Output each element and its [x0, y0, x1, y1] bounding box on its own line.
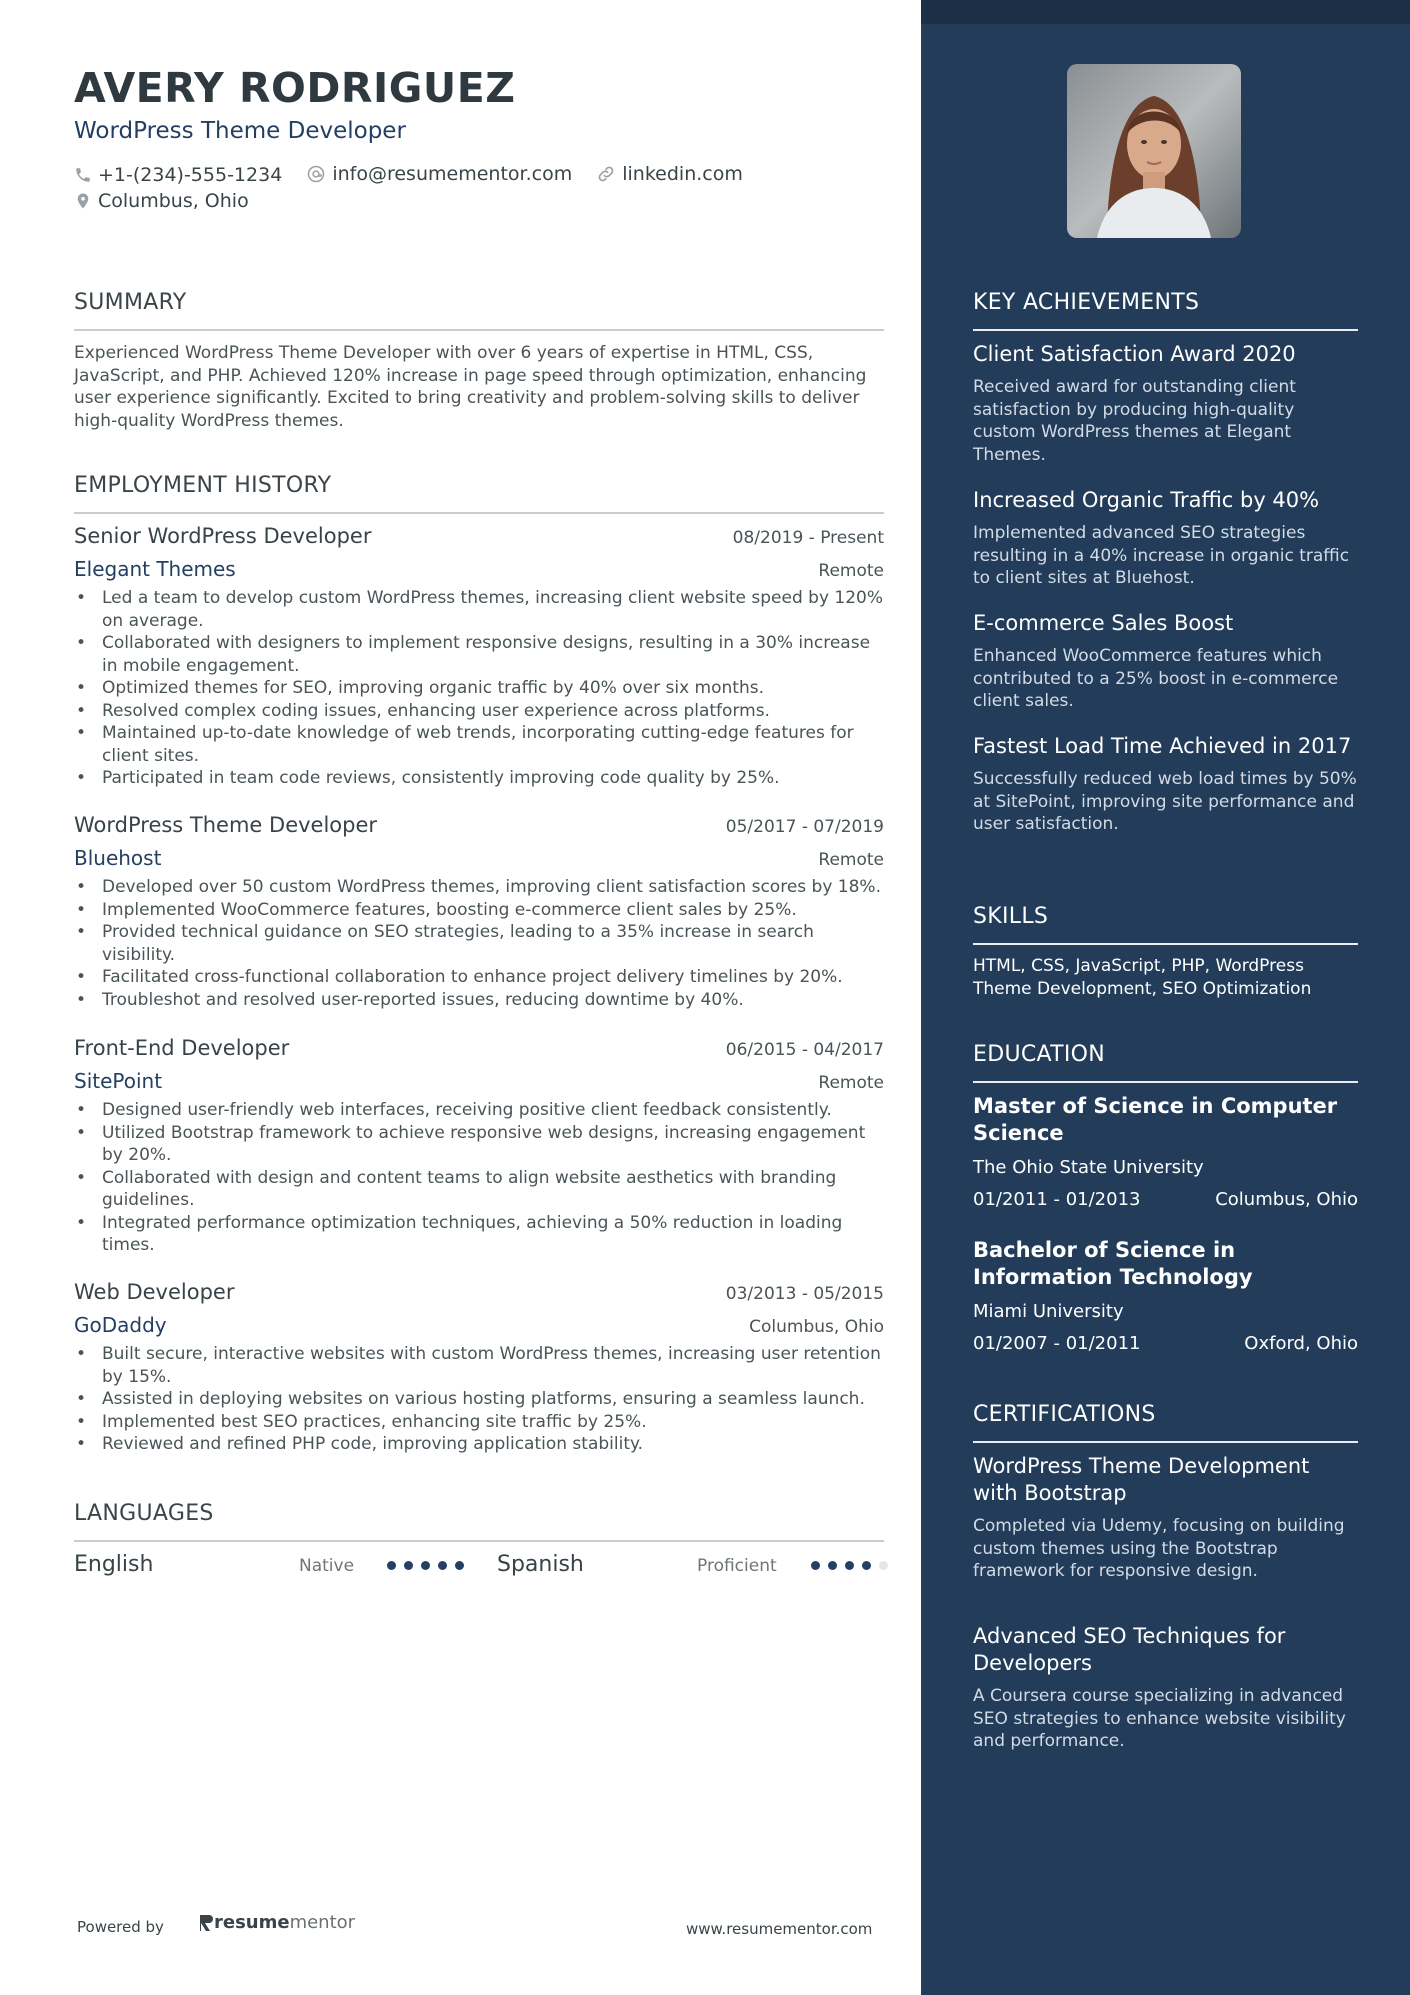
sidebar-column	[921, 0, 1410, 1995]
job-bullet: • Utilized Bootstrap framework to achieve responsive web designs, increasing engagement by 20%.	[74, 1122, 884, 1167]
job-dates: 08/2019 - Present	[732, 528, 884, 548]
job-bullet: • Designed user-friendly web interfaces, receiving positive client feedback consistently.	[74, 1099, 884, 1122]
job-company: GoDaddy	[74, 1313, 167, 1337]
language-level: Native	[299, 1556, 355, 1576]
job-bullet: • Collaborated with designers to implement responsive designs, resulting in a 30% increase in mobile engagement.	[74, 632, 884, 677]
achievement-title: Client Satisfaction Award 2020	[973, 342, 1296, 366]
job-title: WordPress Theme Developer	[74, 813, 378, 837]
rating-dot	[862, 1561, 871, 1570]
achievements-heading: KEY ACHIEVEMENTS	[973, 290, 1200, 315]
phone-icon	[74, 166, 92, 184]
skills-divider	[973, 943, 1358, 945]
job-bullet: • Implemented WooCommerce features, boosting e-commerce client sales by 25%.	[74, 899, 884, 922]
logo-text-bold: resume	[214, 1912, 290, 1933]
achievements-divider	[973, 329, 1358, 331]
job-bullet: • Developed over 50 custom WordPress themes, improving client satisfaction scores by 18%.	[74, 876, 884, 899]
location-text: Columbus, Ohio	[98, 190, 249, 212]
skills-heading: SKILLS	[973, 904, 1049, 929]
job-location: Remote	[818, 1073, 884, 1093]
education-location: Columbus, Ohio	[1215, 1189, 1358, 1210]
languages-heading: LANGUAGES	[74, 1501, 214, 1526]
job-bullets	[74, 1343, 884, 1456]
education-location: Oxford, Ohio	[1244, 1333, 1358, 1354]
job-bullet: • Reviewed and refined PHP code, improving application stability.	[74, 1433, 884, 1456]
job-location: Remote	[818, 561, 884, 581]
contact-line	[74, 160, 894, 189]
certification-title: Advanced SEO Techniques for Developers	[973, 1624, 1286, 1675]
footer-url[interactable]: www.resumementor.com	[686, 1920, 873, 1938]
rating-dot	[421, 1561, 430, 1570]
job-bullet: • Integrated performance optimization techniques, achieving a 50% reduction in loading times.	[74, 1212, 884, 1257]
contact-phone[interactable]	[74, 161, 282, 189]
achievement-item	[973, 733, 1358, 836]
education-item	[973, 1237, 1358, 1354]
job-bullet: • Facilitated cross-functional collaboration to enhance project delivery timelines by 20%.	[74, 966, 884, 989]
summary-heading: SUMMARY	[74, 290, 187, 315]
education-degree: Master of Science in Computer Science	[973, 1094, 1338, 1145]
achievement-item	[973, 341, 1358, 466]
certifications-divider	[973, 1441, 1358, 1443]
rating-dot	[845, 1561, 854, 1570]
education-heading: EDUCATION	[973, 1042, 1106, 1067]
achievement-title: Increased Organic Traffic by 40%	[973, 488, 1320, 512]
logo-text-light: mentor	[289, 1912, 356, 1933]
profile-photo	[1067, 64, 1241, 238]
language-rating	[811, 1561, 896, 1570]
job-title: Web Developer	[74, 1280, 235, 1304]
language-name: English	[74, 1552, 154, 1577]
job-bullet: • Assisted in deploying websites on various hosting platforms, ensuring a seamless launch.	[74, 1388, 884, 1411]
achievement-item	[973, 610, 1358, 713]
summary-divider	[74, 329, 884, 331]
achievement-item	[973, 487, 1358, 590]
skills-text: HTML, CSS, JavaScript, PHP, WordPress Theme Development, SEO Optimization	[973, 956, 1312, 999]
achievement-text: Implemented advanced SEO strategies resulting in a 40% increase in organic traffic to client sites at Bluehost.	[973, 523, 1350, 588]
certification-title: WordPress Theme Development with Bootstrap	[973, 1454, 1310, 1505]
job-bullets	[74, 587, 884, 790]
language-level: Proficient	[697, 1556, 777, 1576]
languages-row	[74, 1552, 884, 1582]
education-divider	[973, 1081, 1358, 1083]
job-location: Remote	[818, 850, 884, 870]
link-icon	[596, 164, 616, 184]
achievement-text: Enhanced WooCommerce features which contributed to a 25% boost in e-commerce client sales.	[973, 646, 1339, 711]
achievement-text: Successfully reduced web load times by 50% at SitePoint, improving site performance and user satisfaction.	[973, 769, 1357, 834]
job-title: Front-End Developer	[74, 1036, 290, 1060]
portrait-image	[1067, 64, 1241, 238]
employment-heading: EMPLOYMENT HISTORY	[74, 473, 332, 498]
rating-dot	[387, 1561, 396, 1570]
education-school: The Ohio State University	[973, 1157, 1204, 1178]
job-title: Senior WordPress Developer	[74, 524, 372, 548]
certifications-heading: CERTIFICATIONS	[973, 1402, 1156, 1427]
rating-dot	[455, 1561, 464, 1570]
job-bullets	[74, 876, 884, 1011]
resumementor-logo[interactable]	[198, 1912, 355, 1933]
job-dates: 05/2017 - 07/2019	[725, 817, 884, 837]
job-bullet: • Participated in team code reviews, consistently improving code quality by 25%.	[74, 767, 884, 790]
job-dates: 06/2015 - 04/2017	[725, 1040, 884, 1060]
achievement-title: E-commerce Sales Boost	[973, 611, 1234, 635]
summary-text: Experienced WordPress Theme Developer with over 6 years of expertise in HTML, CSS, JavaScript, and PHP. Achieved 120% increase in page speed through optimization, enhancing user experience significantly. Excited to bring creativity and problem-solving skills to deliver high-quality WordPress themes.	[74, 343, 867, 431]
certification-item	[973, 1453, 1358, 1583]
job-bullet: • Maintained up-to-date knowledge of web trends, incorporating cutting-edge features for client sites.	[74, 722, 884, 767]
certification-text: Completed via Udemy, focusing on building custom themes using the Bootstrap framework for responsive design.	[973, 1516, 1345, 1581]
contact-location	[74, 187, 249, 215]
job-bullet: • Implemented best SEO practices, enhancing site traffic by 25%.	[74, 1411, 884, 1434]
logo-mark-icon	[198, 1913, 214, 1933]
job-bullet: • Optimized themes for SEO, improving organic traffic by 40% over six months.	[74, 677, 884, 700]
rating-dot	[879, 1561, 888, 1570]
candidate-role: WordPress Theme Developer	[74, 118, 406, 144]
education-degree: Bachelor of Science in Information Technology	[973, 1238, 1253, 1289]
job-entry	[74, 813, 884, 1011]
job-location: Columbus, Ohio	[749, 1317, 884, 1337]
language-name: Spanish	[497, 1552, 584, 1577]
education-dates: 01/2011 - 01/2013	[973, 1189, 1141, 1210]
job-company: Bluehost	[74, 846, 162, 870]
language-rating	[387, 1561, 472, 1570]
job-bullet: • Built secure, interactive websites with custom WordPress themes, increasing user retention by 15%.	[74, 1343, 884, 1388]
rating-dot	[404, 1561, 413, 1570]
rating-dot	[811, 1561, 820, 1570]
education-item	[973, 1093, 1358, 1210]
education-dates: 01/2007 - 01/2011	[973, 1333, 1141, 1354]
job-entry	[74, 524, 884, 790]
job-bullet: • Collaborated with design and content teams to align website aesthetics with branding guidelines.	[74, 1167, 884, 1212]
achievement-title: Fastest Load Time Achieved in 2017	[973, 734, 1352, 758]
job-bullet: • Resolved complex coding issues, enhancing user experience across platforms.	[74, 700, 884, 723]
job-entry	[74, 1036, 884, 1257]
achievement-text: Received award for outstanding client satisfaction by producing high-quality custom WordPress themes at Elegant Themes.	[973, 377, 1296, 465]
job-company: Elegant Themes	[74, 557, 236, 581]
rating-dot	[438, 1561, 447, 1570]
contact-linkedin[interactable]	[596, 160, 743, 188]
rating-dot	[828, 1561, 837, 1570]
job-dates: 03/2013 - 05/2015	[725, 1284, 884, 1304]
contact-email[interactable]	[306, 160, 572, 188]
sidebar-top-band	[921, 0, 1410, 24]
job-entry	[74, 1280, 884, 1456]
candidate-name: AVERY RODRIGUEZ	[74, 64, 516, 112]
phone-text: +1-(234)-555-1234	[98, 164, 283, 186]
at-icon	[306, 164, 326, 184]
education-school: Miami University	[973, 1301, 1124, 1322]
certification-text: A Coursera course specializing in advanced SEO strategies to enhance website visibility and performance.	[973, 1686, 1346, 1751]
job-bullet: • Troubleshot and resolved user-reported issues, reducing downtime by 40%.	[74, 989, 884, 1012]
footer-powered-by: Powered by	[77, 1918, 164, 1936]
job-company: SitePoint	[74, 1069, 163, 1093]
job-bullet: • Provided technical guidance on SEO strategies, leading to a 35% increase in search visibility.	[74, 921, 884, 966]
languages-divider	[74, 1540, 884, 1542]
email-text: info@resumementor.com	[332, 163, 573, 185]
certification-item	[973, 1623, 1358, 1753]
linkedin-text: linkedin.com	[622, 163, 743, 185]
location-pin-icon	[74, 191, 92, 211]
job-bullets	[74, 1099, 884, 1257]
job-bullet: • Led a team to develop custom WordPress themes, increasing client website speed by 120% on average.	[74, 587, 884, 632]
employment-divider	[74, 512, 884, 514]
